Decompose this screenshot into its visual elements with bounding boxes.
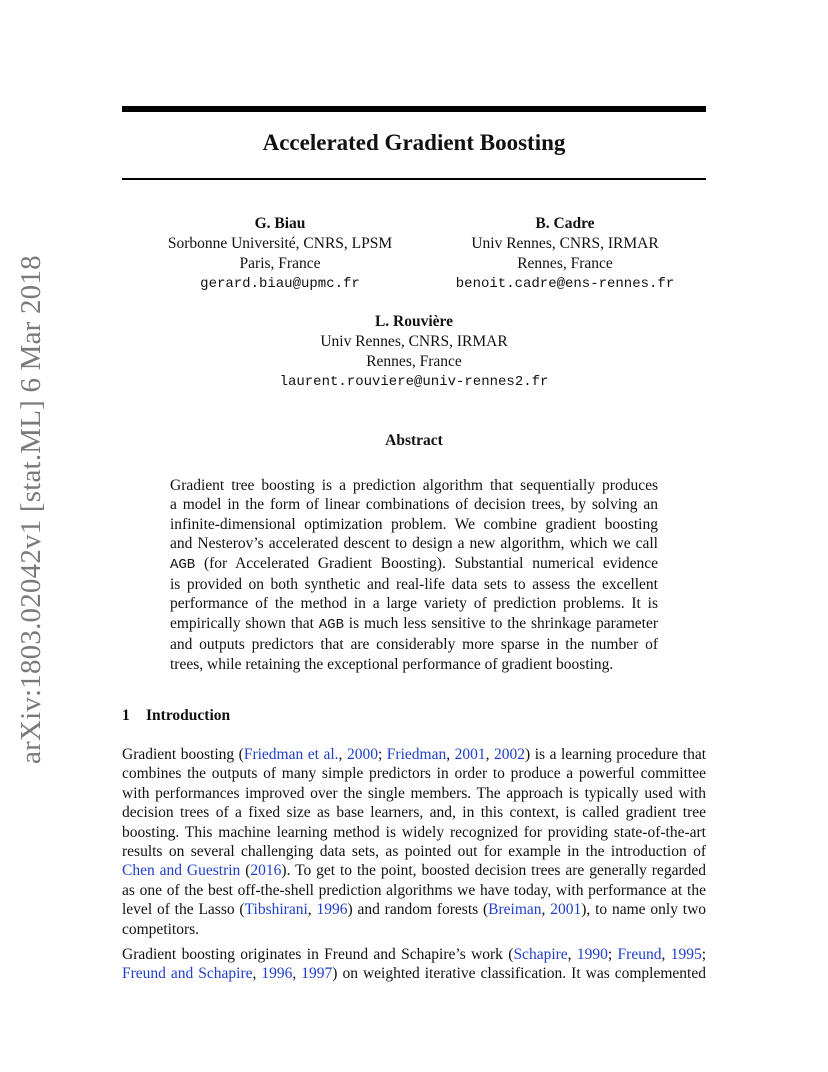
- abstract-line: a model in the form of linear combinations of decision trees, by solving an: [170, 496, 658, 514]
- body-text: ,: [338, 746, 347, 763]
- citation-link[interactable]: 1996: [261, 965, 293, 983]
- citation-link[interactable]: Chen and Guestrin: [122, 862, 241, 880]
- intro-body: [122, 745, 706, 990]
- intro-paragraph-2: [122, 945, 706, 984]
- body-text: ) and random forests (: [347, 901, 489, 919]
- body-text: ,: [292, 965, 302, 983]
- title-top-rule: [122, 106, 706, 112]
- intro-paragraph-1: [122, 745, 706, 939]
- body-text: (: [240, 862, 251, 880]
- citation-link[interactable]: 2016: [250, 862, 282, 880]
- text-line: [122, 881, 706, 900]
- citation-link[interactable]: 1996: [316, 901, 348, 919]
- abstract-line-text: empirically shown that: [170, 614, 319, 632]
- author-affiliation: Univ Rennes, CNRS, IRMAR: [471, 235, 659, 252]
- text-line: [122, 842, 706, 861]
- body-text: level of the Lasso (: [122, 901, 245, 919]
- abstract-line: and outputs predictors that are considerably more sparse in the number of: [170, 636, 658, 654]
- body-text: ,: [567, 946, 577, 964]
- body-text: combines the outputs of many simple predictors in order to produce a powerful committee: [122, 765, 706, 783]
- body-text: results on several challenging data sets, as pointed out for example in the introduction of: [122, 843, 706, 861]
- text-line: [122, 823, 706, 842]
- text-line: [122, 861, 706, 880]
- body-text: with performances improved over the single members. The approach is typically used with: [122, 784, 706, 802]
- body-text: ;: [701, 946, 706, 964]
- body-text: competitors.: [122, 920, 200, 938]
- text-line: [122, 900, 706, 919]
- author-block-3: [240, 312, 588, 392]
- text-line: [122, 784, 706, 803]
- section-title: Introduction: [146, 707, 231, 724]
- section-number: 1: [122, 707, 130, 724]
- text-line: [122, 745, 706, 764]
- body-text: ;: [377, 746, 387, 763]
- citation-link[interactable]: 2001: [550, 901, 582, 919]
- author-location: Paris, France: [239, 255, 321, 272]
- author-block-1: [160, 214, 400, 294]
- body-text: ) on weighted iterative classification. It was complemented: [332, 965, 706, 983]
- citation-link[interactable]: Breiman: [488, 901, 542, 919]
- abstract-line-text: is much less sensitive to the shrinkage parameter: [343, 614, 658, 632]
- body-text: ), to name only two: [581, 901, 707, 919]
- author-name: B. Cadre: [535, 215, 595, 232]
- abstract-line: trees, while retaining the exceptional performance of gradient boosting.: [170, 655, 614, 673]
- citation-link[interactable]: Tibshirani: [244, 901, 308, 919]
- author-affiliation: Univ Rennes, CNRS, IRMAR: [320, 333, 508, 350]
- citation-link[interactable]: 2000: [346, 746, 378, 763]
- citation-link[interactable]: 2001: [454, 746, 486, 763]
- body-text: Gradient boosting (: [122, 746, 244, 763]
- body-text: ,: [661, 946, 671, 964]
- abstract-heading: Abstract: [385, 432, 443, 449]
- author-affiliation: Sorbonne Université, CNRS, LPSM: [167, 235, 393, 252]
- body-text: ,: [252, 965, 262, 983]
- abstract-line: Gradient tree boosting is a prediction algorithm that sequentially produces: [170, 477, 658, 494]
- body-text: ). To get to the point, boosted decision trees are generally regarded: [281, 862, 706, 880]
- body-text: boosting. This machine learning method is widely recognized for providing state-of-the-art: [122, 823, 706, 841]
- author-email[interactable]: benoit.cadre@ens-rennes.fr: [455, 276, 675, 292]
- agb-code: AGB: [318, 616, 344, 633]
- title-bottom-rule: [122, 178, 706, 180]
- body-text: ,: [446, 746, 455, 763]
- abstract-line-text: (for Accelerated Gradient Boosting). Substantial numerical evidence: [195, 554, 658, 572]
- citation-link[interactable]: Friedman: [386, 746, 447, 763]
- body-text: ,: [485, 746, 495, 763]
- citation-link[interactable]: Schapire: [513, 946, 568, 964]
- citation-link[interactable]: Freund and Schapire: [122, 965, 253, 983]
- body-text: ;: [607, 946, 618, 964]
- abstract-line: infinite-dimensional optimization problem. We combine gradient boosting: [170, 515, 658, 533]
- section-heading: [122, 707, 230, 725]
- paper-title: Accelerated Gradient Boosting: [262, 130, 566, 155]
- arxiv-identifier: arXiv:1803.02042v1 [stat.ML] 6 Mar 2018: [15, 255, 47, 764]
- abstract-line: is provided on both synthetic and real-life data sets to assess the excellent: [170, 576, 658, 594]
- citation-link[interactable]: 1997: [301, 965, 333, 983]
- text-line: [122, 945, 706, 964]
- author-location: Rennes, France: [517, 255, 613, 272]
- abstract-line: [170, 614, 658, 635]
- author-name: L. Rouvière: [374, 313, 454, 330]
- body-text: ) is a learning procedure that: [525, 746, 707, 763]
- text-line: [122, 964, 706, 983]
- text-line: [122, 803, 706, 822]
- abstract-line: performance of the method in a large variety of prediction problems. It is: [170, 595, 658, 613]
- author-name: G. Biau: [254, 215, 306, 232]
- body-text: ,: [307, 901, 317, 919]
- body-text: decision trees of a fixed size as base learners, and, in this context, is called gradient tree: [122, 804, 706, 822]
- citation-link[interactable]: 1990: [576, 946, 608, 964]
- author-email[interactable]: laurent.rouviere@univ-rennes2.fr: [279, 374, 549, 390]
- body-text: Gradient boosting originates in Freund and Schapire’s work (: [122, 946, 514, 964]
- body-text: as one of the best off-the-shell prediction algorithms we have today, with performance at the: [122, 881, 706, 899]
- text-line: [122, 764, 706, 783]
- body-text: ,: [541, 901, 551, 919]
- citation-link[interactable]: Freund: [617, 946, 662, 964]
- abstract-body: [170, 476, 658, 674]
- citation-link[interactable]: Friedman et al.: [243, 746, 339, 763]
- abstract-line: [170, 554, 658, 575]
- citation-link[interactable]: 2002: [494, 746, 526, 763]
- agb-code: AGB: [170, 556, 196, 573]
- author-block-2: [425, 214, 705, 294]
- text-line: [122, 920, 706, 939]
- author-location: Rennes, France: [366, 353, 462, 370]
- author-email[interactable]: gerard.biau@upmc.fr: [200, 276, 360, 292]
- citation-link[interactable]: 1995: [670, 946, 702, 964]
- abstract-line: and Nesterov’s accelerated descent to design a new algorithm, which we call: [170, 535, 658, 553]
